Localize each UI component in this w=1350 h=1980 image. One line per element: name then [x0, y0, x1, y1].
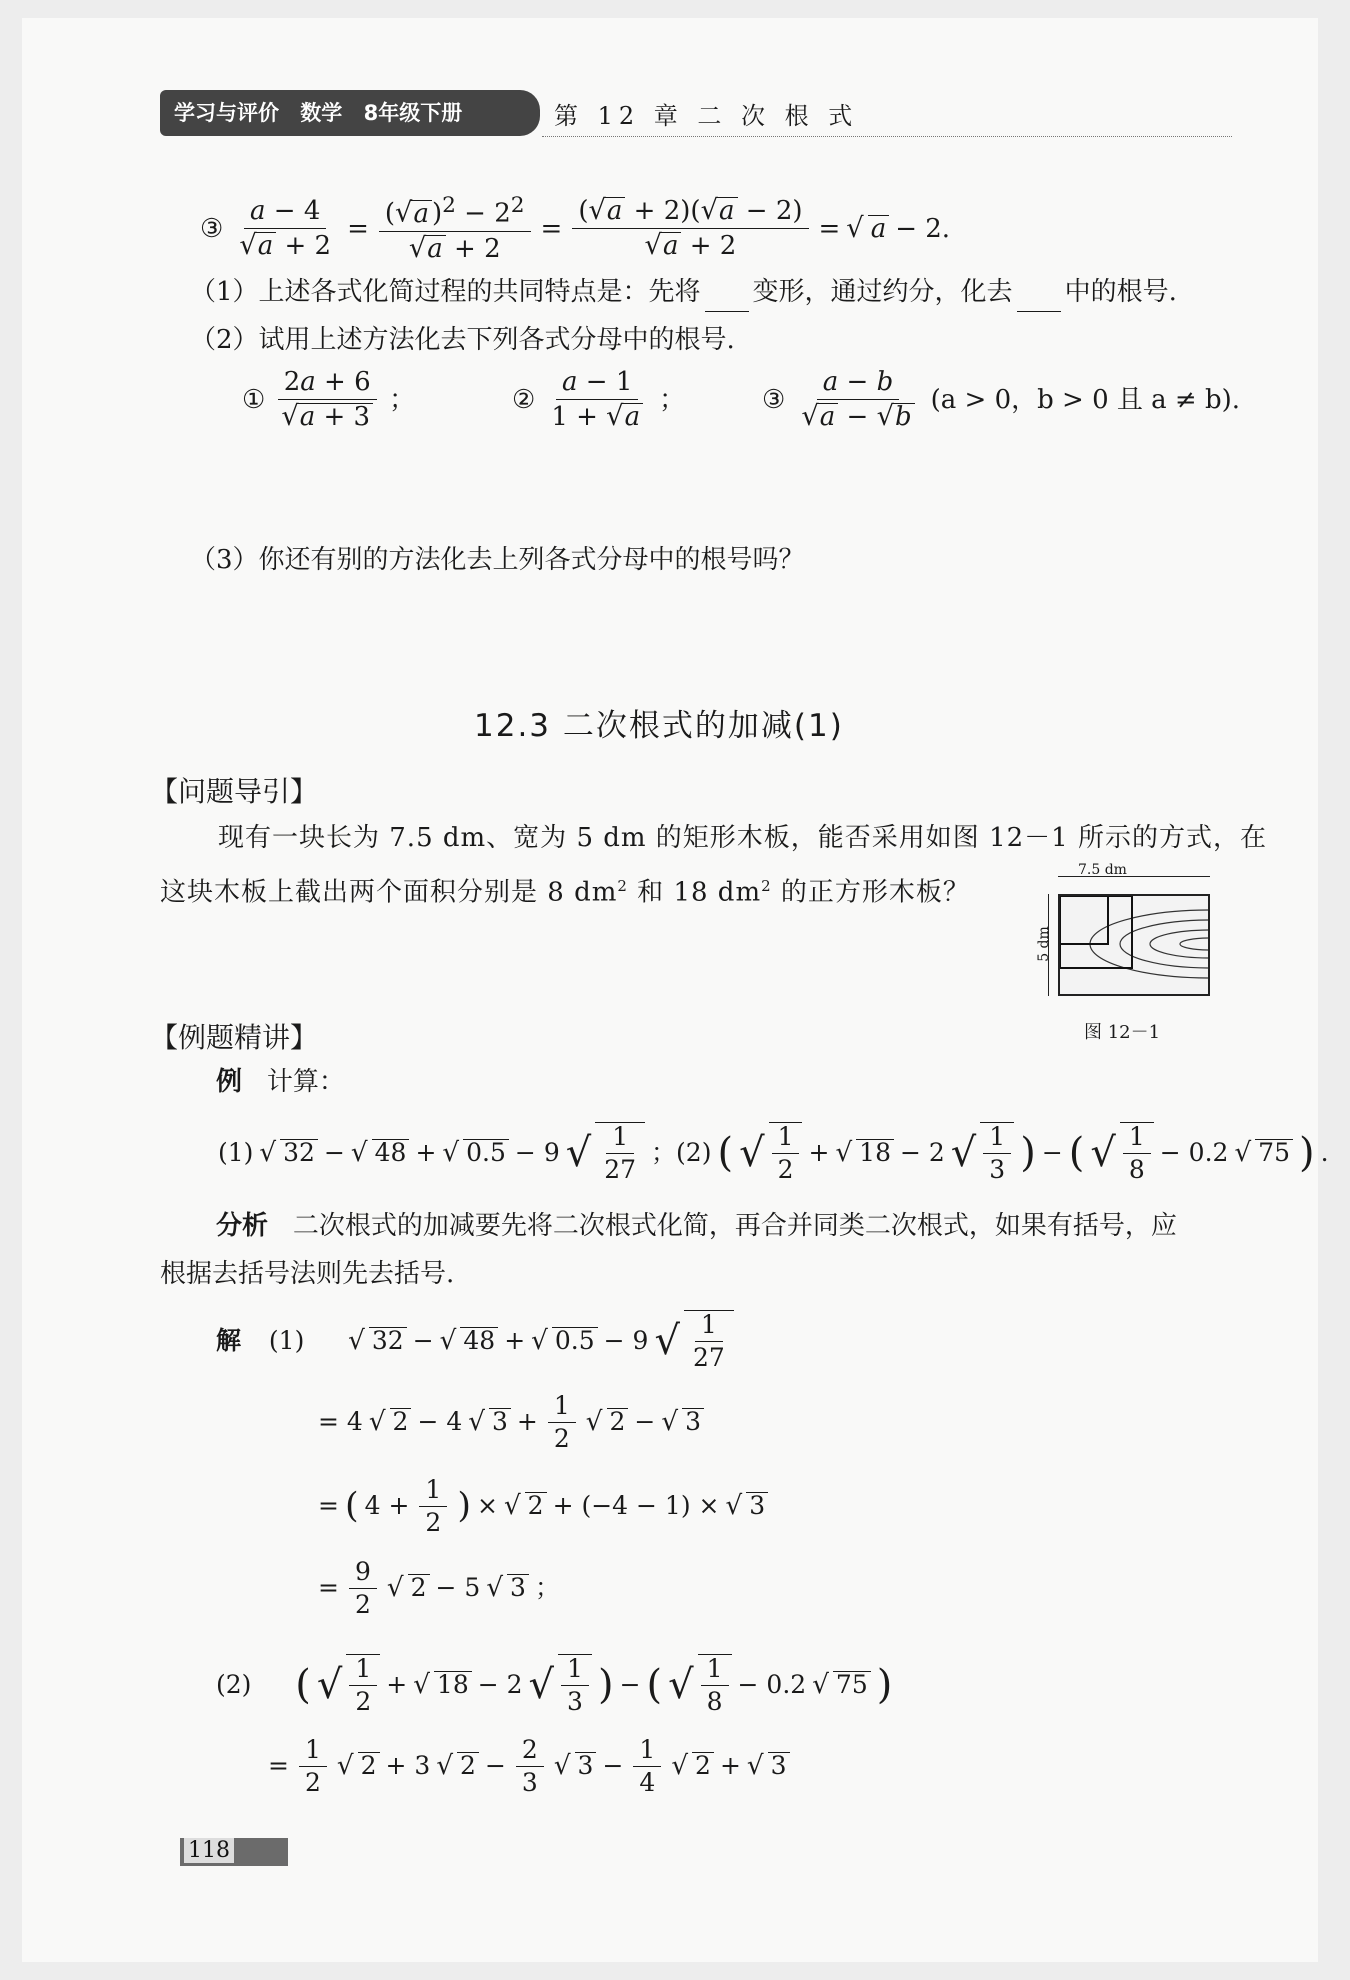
guide-heading: 【问题导引】 [150, 775, 319, 808]
example-intro: 例 计算： [216, 1067, 345, 1097]
solution-line-3: = ( 4 + $\frac{1}{2}$ ) × √ 2 + (−4 − 1) × √ 3 [318, 1476, 768, 1536]
exercise-1: ① $\frac{2a + 6}{√a + 3}$ ； [242, 367, 416, 432]
solution-line-1: 解 (1) √ 32 − √ 48 + √ 0.5 − 9 √ $\frac{1}{27}$ [216, 1310, 734, 1371]
question-1 [190, 272, 1177, 312]
exercise-3-condition: (a > 0，b > 0 且 a ≠ b). [930, 384, 1241, 415]
solution-part2-line-2: = $\frac{1}{2}$ √ 2 + 3 √ 2 − $\frac{2}{3}$ √ 3 − $\frac{1}{4}$ √ 2 + √ 3 [268, 1736, 790, 1796]
question-3: （3）你还有别的方法化去上列各式分母中的根号吗？ [190, 545, 805, 575]
question-1-text-c: 中的根号. [1064, 277, 1177, 307]
item-number: ③ [200, 213, 224, 244]
exercise-3: ③ $\frac{a - b}{√a - √b}$ (a > 0，b > 0 且 a ≠ b). [762, 367, 1241, 432]
solution-line-4: = $\frac{9}{2}$ √ 2 − 5 √ 3 ； [318, 1557, 560, 1619]
header-rule [542, 136, 1232, 137]
question-1-text-a: （1）上述各式化简过程的共同特点是：先将 [190, 277, 701, 307]
solution-line-2: = 4 √ 2 − 4 √ 3 + $\frac{1}{2}$ √ 2 − √ 3 [318, 1392, 704, 1452]
figure-width-label: 7.5 dm [1078, 862, 1127, 878]
section-title: 12.3 二次根式的加减(1) [474, 708, 844, 744]
answer-blank-1[interactable] [705, 285, 749, 312]
book-header-badge: 学习与评价 数学 8年级下册 [160, 90, 540, 136]
guide-paragraph-1: 现有一块长为 7.5 dm、宽为 5 dm 的矩形木板，能否采用如图 12－1 所示的方式，在 [218, 823, 1267, 853]
figure-width-arrow [1058, 876, 1210, 877]
figure-caption: 图 12－1 [1084, 1022, 1161, 1043]
answer-blank-2[interactable] [1017, 285, 1061, 312]
example-heading: 【例题精讲】 [150, 1021, 319, 1054]
example-problem: (1) √ 32 − √ 48 + √ 0.5 − 9 √ $\frac{1}{27}$ ；(2) ( √ $\frac{1}{2}$ + √ 18 − 2 √ $\frac{1}{3}$ ) − ( √ $\frac{1}{8}$ − 0.2 √ 75 ) . [218, 1122, 1329, 1184]
wood-board-figure [1058, 894, 1210, 996]
equation-item-3: ③ $\frac{a - 4}{√a + 2}$ = $\frac{(√a )^2 - 2^2}{√a + 2}$ = $\frac{(√a + 2)(√a - 2)}{√a + 2}$ = √ a − 2. [200, 193, 951, 264]
question-2: （2）试用上述方法化去下列各式分母中的根号. [190, 325, 735, 355]
page [22, 18, 1329, 1962]
figure-height-arrow [1048, 894, 1049, 996]
chapter-title: 第 12 章 二 次 根 式 [554, 102, 859, 130]
page-number: 118 [184, 1838, 234, 1863]
analysis-paragraph-2: 根据去括号法则先去括号. [160, 1259, 455, 1289]
question-1-text-b: 变形，通过约分，化去 [752, 277, 1013, 307]
figure-height-label: 5 dm [1035, 926, 1052, 962]
guide-paragraph-2: 这块木板上截出两个面积分别是 8 $dm^2$ 和 18 $dm^2$ 的正方形木板？ [160, 877, 970, 908]
analysis-paragraph-1: 分析 二次根式的加减要先将二次根式化简，再合并同类二次根式，如果有括号，应 [216, 1211, 1177, 1241]
exercise-2: ② $\frac{a - 1}{1 + √a}$ ； [512, 367, 686, 432]
solution-part2-line-1: (2) ( √ $\frac{1}{2}$ + √ 18 − 2 √ $\frac{1}{3}$ ) − ( √ $\frac{1}{8}$ − 0.2 √ 75 ) [216, 1654, 893, 1716]
